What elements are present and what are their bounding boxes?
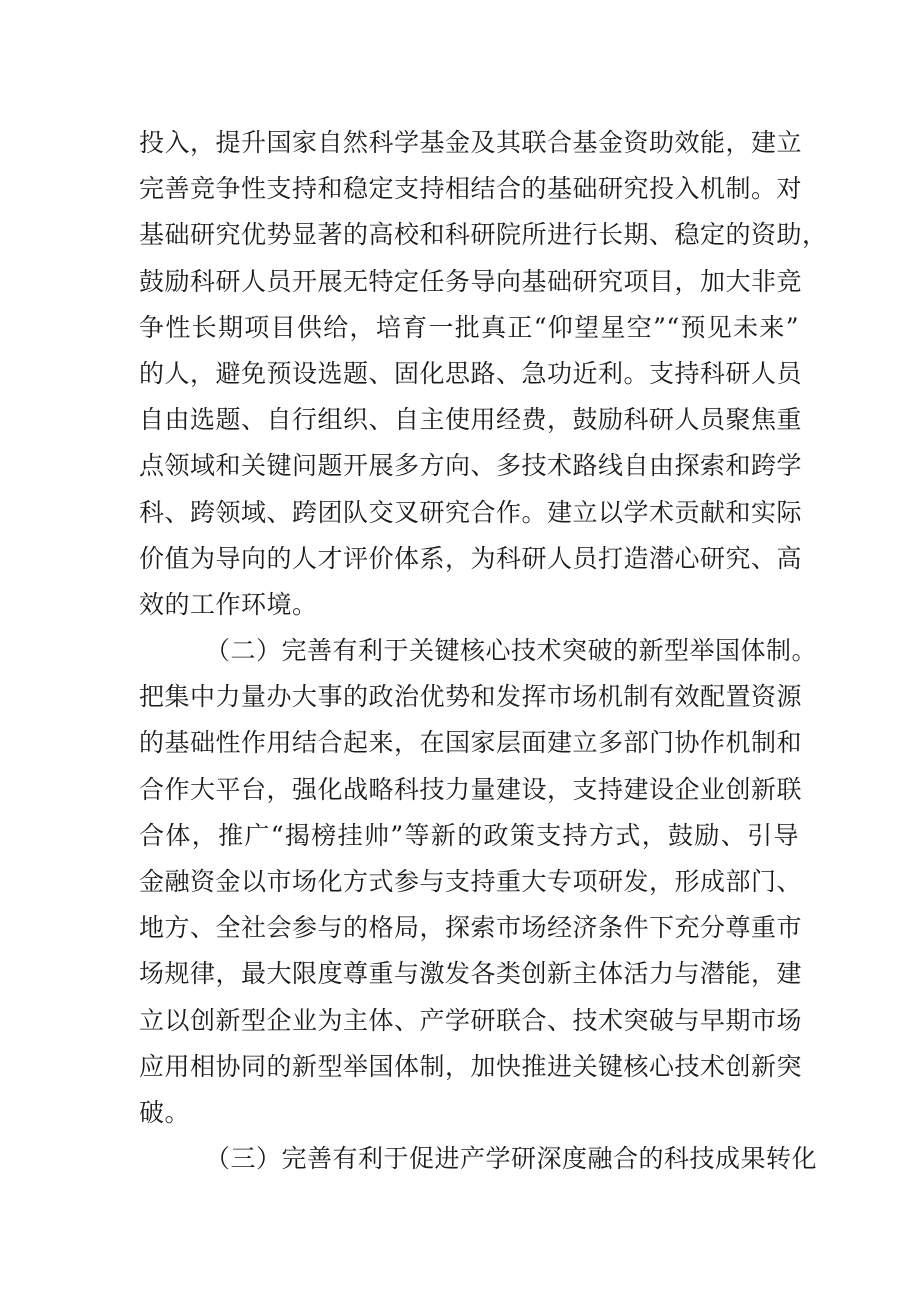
text-line: 应用相协同的新型举国体制，加快推进关键核心技术创新突 [139, 1051, 803, 1081]
text-line: 把集中力量办大事的政治优势和发挥市场机制有效配置资源 [139, 682, 803, 712]
text-line: 点领域和关键问题开展多方向、多技术路线自由探索和跨学 [139, 451, 803, 481]
text-line: 破。 [139, 1097, 191, 1127]
text-line: 立以创新型企业为主体、产学研联合、技术突破与早期市场 [139, 1005, 803, 1035]
text-line: 的基础性作用结合起来，在国家层面建立多部门协作机制和 [139, 728, 803, 758]
text-line: 场规律，最大限度尊重与激发各类创新主体活力与潜能，建 [139, 959, 803, 989]
text-line: 合体，推广“揭榜挂帅”等新的政策支持方式，鼓励、引导 [139, 820, 799, 850]
text-line: 金融资金以市场化方式参与支持重大专项研发，形成部门、 [139, 867, 803, 896]
text-line: 争性长期项目供给，培育一批真正“仰望星空”“预见未来” [139, 312, 799, 342]
text-line: 完善竞争性支持和稳定支持相结合的基础研究投入机制。对 [139, 174, 803, 204]
text-line: 科、跨领域、跨团队交叉研究合作。建立以学术贡献和实际 [139, 497, 803, 527]
text-line: 地方、全社会参与的格局，探索市场经济条件下充分尊重市 [139, 913, 803, 943]
text-line: 价值为导向的人才评价体系，为科研人员打造潜心研究、高 [139, 543, 803, 573]
section-heading: （三）完善有利于促进产学研深度融合的科技成果转化 [205, 1144, 818, 1174]
text-line: 鼓励科研人员开展无特定任务导向基础研究项目，加大非竞 [139, 266, 803, 296]
text-line: 自由选题、自行组织、自主使用经费，鼓励科研人员聚焦重 [139, 405, 803, 435]
text-line: 合作大平台，强化战略科技力量建设，支持建设企业创新联 [139, 774, 803, 804]
text-line: 投入，提升国家自然科学基金及其联合基金资助效能，建立 [139, 128, 803, 157]
document-body [139, 120, 828, 1182]
text-line: 的人，避免预设选题、固化思路、急功近利。支持科研人员 [139, 358, 803, 388]
section-heading: （二）完善有利于关键核心技术突破的新型举国体制。 [205, 636, 818, 666]
text-line: 效的工作环境。 [139, 589, 318, 619]
text-line: 基础研究优势显著的高校和科研院所进行长期、稳定的资助， [139, 220, 828, 250]
